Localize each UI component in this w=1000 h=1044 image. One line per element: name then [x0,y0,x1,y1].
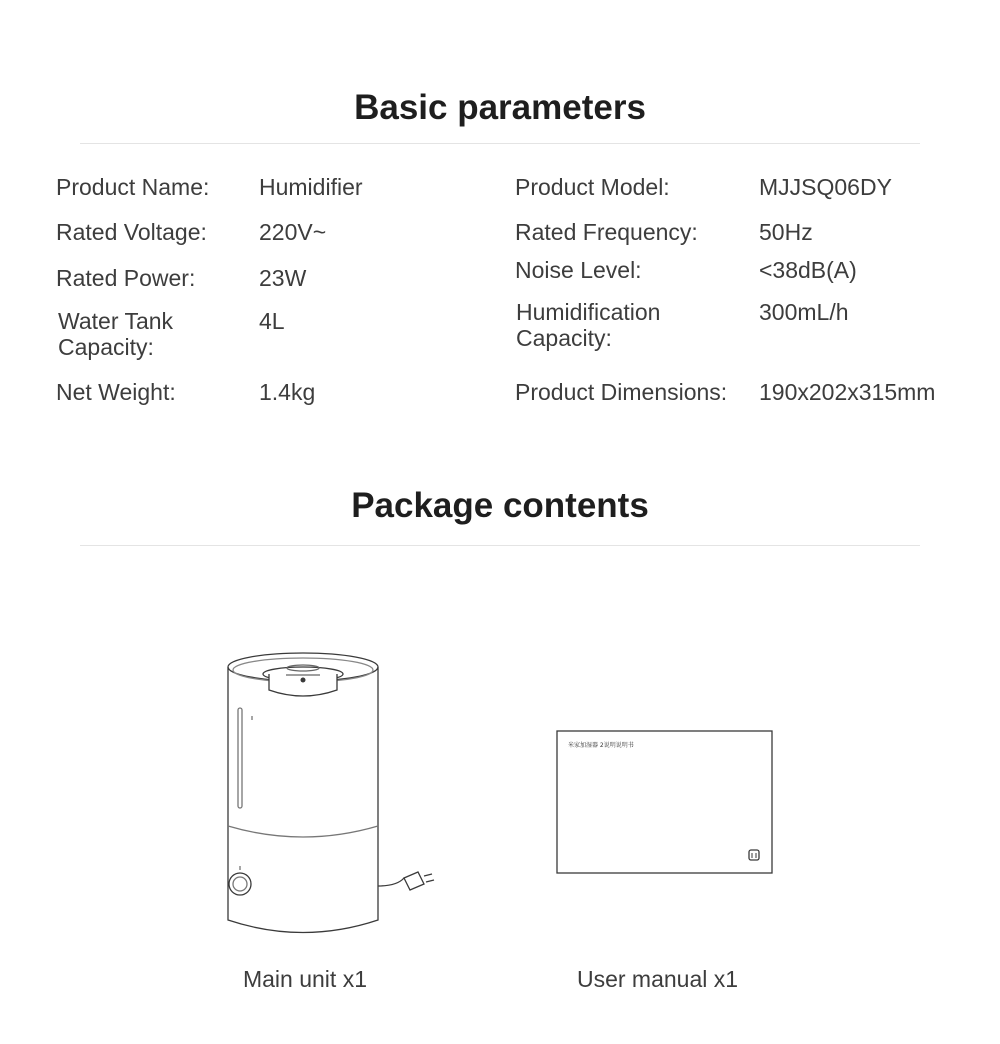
section-divider [80,545,920,546]
param-label-noise-level: Noise Level: [515,257,642,283]
param-value-rated-voltage: 220V~ [259,219,327,245]
param-value-product-dimensions: 190x202x315mm [759,379,936,405]
param-label-net-weight: Net Weight: [56,379,176,405]
manual-cover-text: 米家加湿器 2说明说明书 [568,742,634,749]
param-value-product-name: Humidifier [259,174,363,200]
manual-icon [556,730,774,875]
param-label-humidification-capacity: Humidification Capacity: [516,299,661,351]
caption-user-manual: User manual x1 [576,966,739,992]
param-label-rated-power: Rated Power: [56,265,196,291]
basic-parameters-title: Basic parameters [354,88,646,127]
param-label-rated-voltage: Rated Voltage: [56,219,207,245]
param-label-product-model: Product Model: [515,174,670,200]
param-value-noise-level: <38dB(A) [759,257,857,283]
param-label-rated-frequency: Rated Frequency: [515,219,698,245]
param-label-product-dimensions: Product Dimensions: [515,379,728,405]
param-value-net-weight: 1.4kg [259,379,316,405]
caption-main-unit: Main unit x1 [242,966,367,992]
param-value-rated-power: 23W [259,265,307,291]
param-value-water-tank-capacity: 4L [259,308,285,334]
param-value-product-model: MJJSQ06DY [759,174,892,200]
section-divider [80,143,920,144]
param-label-product-name: Product Name: [56,174,210,200]
param-label-water-tank-capacity: Water Tank Capacity: [58,308,174,360]
package-contents-title: Package contents [351,486,649,525]
param-value-humidification-capacity: 300mL/h [759,299,849,325]
humidifier-icon [222,640,442,940]
param-value-rated-frequency: 50Hz [759,219,813,245]
